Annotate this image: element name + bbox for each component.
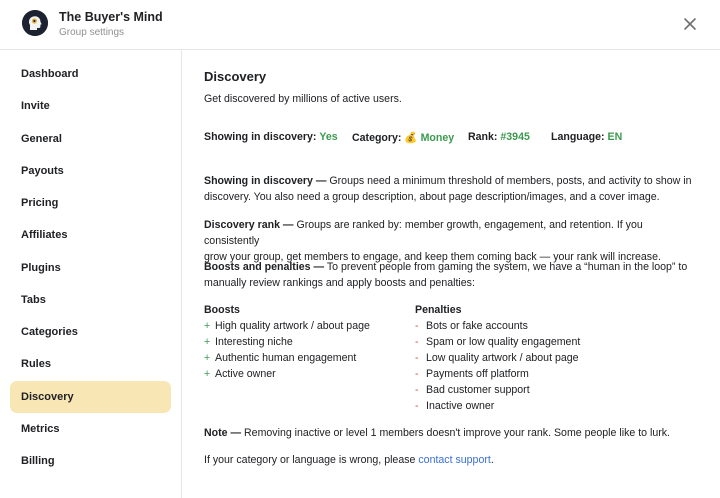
sidebar-item-general[interactable]: General [21, 133, 62, 145]
minus-icon: - [415, 384, 419, 396]
minus-icon: - [415, 320, 419, 332]
sidebar-item-plugins[interactable]: Plugins [21, 262, 61, 274]
footer-text: If your category or language is wrong, please [204, 454, 416, 466]
close-button[interactable] [680, 14, 700, 34]
minus-icon: - [415, 368, 419, 380]
footer-end: . [490, 454, 494, 466]
contact-support-link[interactable]: contact support [418, 454, 491, 466]
group-name: The Buyer's Mind [59, 10, 163, 24]
note-text: Removing inactive or level 1 members doesn't improve your rank. Some people like to lurk. [244, 427, 670, 439]
list-item [204, 336, 293, 348]
plus-icon: + [204, 352, 211, 364]
sidebar-item-pricing[interactable]: Pricing [21, 197, 59, 209]
penalty-item: Low quality artwork / about page [426, 352, 579, 364]
close-icon [680, 14, 700, 34]
showing-line2: discovery. You also need a group description, about page description/images, and a cover image. [204, 191, 660, 204]
list-item [204, 368, 276, 380]
group-settings-subtitle: Group settings [59, 27, 125, 38]
list-item [204, 352, 356, 364]
page-title: Discovery [204, 69, 267, 84]
boost-item: Authentic human engagement [215, 352, 357, 364]
plus-icon: + [204, 320, 211, 332]
category-label: Category: [352, 132, 402, 144]
language-label: Language: [551, 131, 605, 143]
rank-line1: Groups are ranked by: member growth, engagement, and retention. If you consistently [204, 219, 643, 248]
discovery-status [204, 131, 338, 143]
note [204, 427, 670, 439]
list-item [415, 384, 530, 396]
boost-item: Active owner [215, 368, 276, 380]
language-value: EN [607, 131, 623, 143]
penalty-item: Bots or fake accounts [426, 320, 528, 332]
brain-head-logo-icon [22, 10, 48, 36]
penalty-item: Spam or low quality engagement [426, 336, 581, 348]
note-heading: Note — [204, 427, 242, 439]
boosts-line2: manually review rankings and apply boosts and penalties: [204, 277, 475, 290]
rank-heading: Discovery rank — [204, 219, 294, 231]
language-status [551, 131, 622, 143]
showing-label: Showing in discovery: [204, 131, 317, 143]
penalties-title: Penalties [415, 304, 462, 316]
header [0, 0, 720, 50]
rank-label: Rank: [468, 131, 498, 143]
page-subtitle: Get discovered by millions of active users. [204, 93, 402, 105]
sidebar-item-invite[interactable]: Invite [21, 100, 50, 112]
settings-sidebar [0, 50, 182, 498]
rank-line2: grow your group, get members to engage, and keep them coming back — your rank will increase. [204, 251, 661, 264]
list-item [415, 400, 494, 412]
boosts-title: Boosts [204, 304, 240, 316]
list-item [415, 368, 529, 380]
boosts-heading: Boosts and penalties — [204, 261, 325, 273]
boosts-info [204, 259, 700, 291]
sidebar-item-categories[interactable]: Categories [21, 326, 78, 338]
minus-icon: - [415, 336, 419, 348]
boost-item: High quality artwork / about page [215, 320, 370, 332]
support-footer [204, 454, 494, 466]
showing-value: Yes [319, 131, 338, 143]
sidebar-item-tabs[interactable]: Tabs [21, 294, 46, 306]
list-item [415, 352, 579, 364]
money-bag-icon: 💰 [404, 132, 418, 144]
showing-heading: Showing in discovery — [204, 175, 327, 187]
category-value: Money [420, 132, 455, 144]
category-status [352, 131, 454, 144]
rank-status [468, 131, 530, 143]
list-item [415, 336, 580, 348]
sidebar-item-rules[interactable]: Rules [21, 358, 51, 370]
showing-line1: Groups need a minimum threshold of members, posts, and activity to show in [329, 175, 692, 187]
sidebar-item-metrics[interactable]: Metrics [21, 423, 60, 435]
sidebar-item-billing[interactable]: Billing [21, 455, 55, 467]
list-item [204, 320, 370, 332]
penalty-item: Payments off platform [426, 368, 529, 380]
boosts-line1: To prevent people from gaming the system, we have a “human in the loop” to [326, 261, 688, 273]
penalty-item: Bad customer support [426, 384, 530, 396]
list-item [415, 320, 528, 332]
plus-icon: + [204, 368, 211, 380]
rank-value: #3945 [500, 131, 530, 143]
minus-icon: - [415, 400, 419, 412]
plus-icon: + [204, 336, 211, 348]
sidebar-item-payouts[interactable]: Payouts [21, 165, 64, 177]
boost-item: Interesting niche [215, 336, 293, 348]
minus-icon: - [415, 352, 419, 364]
sidebar-item-discovery[interactable]: Discovery [10, 381, 171, 413]
sidebar-item-dashboard[interactable]: Dashboard [21, 68, 79, 80]
penalty-item: Inactive owner [426, 400, 495, 412]
sidebar-item-affiliates[interactable]: Affiliates [21, 229, 68, 241]
showing-info [204, 173, 700, 205]
